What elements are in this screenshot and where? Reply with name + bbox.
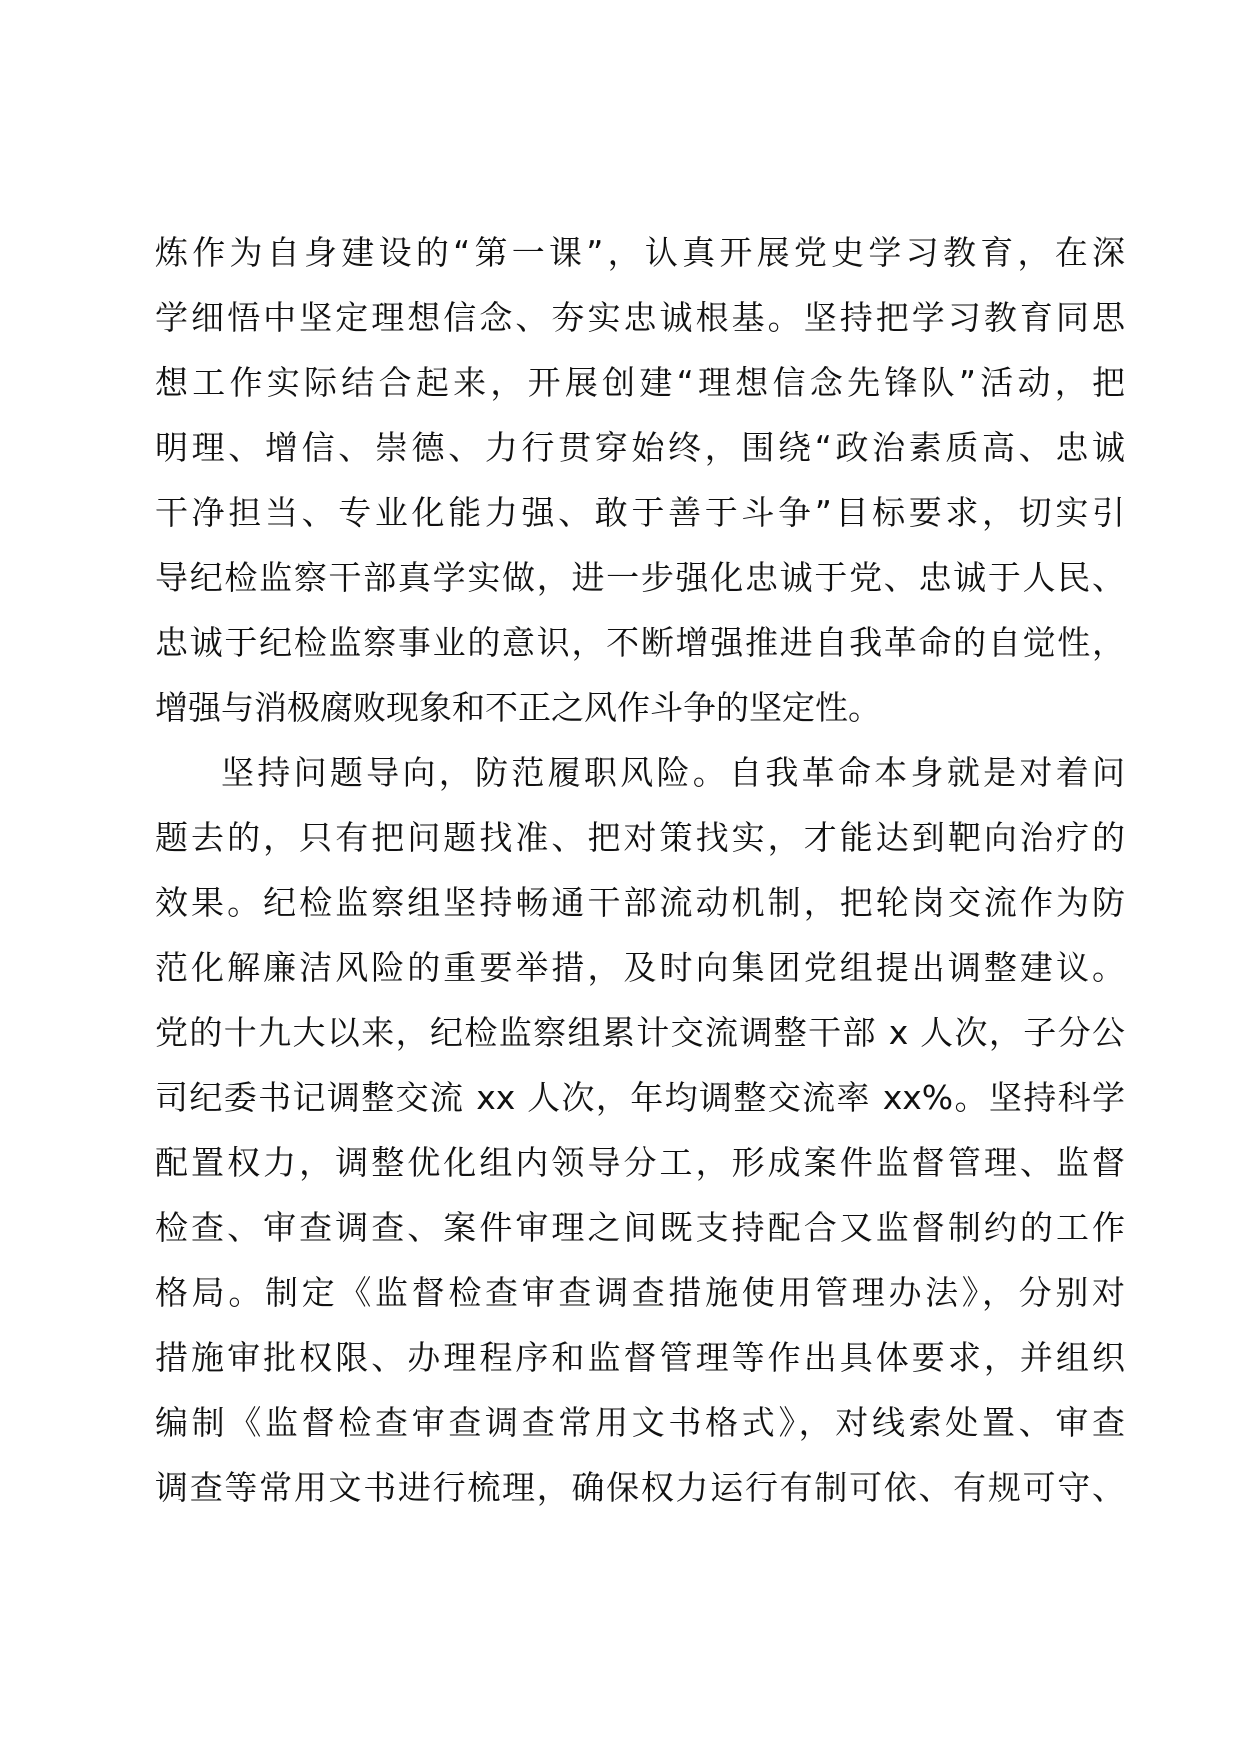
paragraph-line: 检查、审查调查、案件审理之间既支持配合又监督制约的工作 [155,1208,1125,1247]
document-body [155,220,1125,1520]
paragraph-line: 措施审批权限、办理程序和监督管理等作出具体要求，并组织 [155,1338,1125,1377]
paragraph-line: 干净担当、专业化能力强、敢于善于斗争”目标要求，切实引 [155,493,1125,532]
paragraph-line: 忠诚于纪检监察事业的意识，不断增强推进自我革命的自觉性， [155,623,1125,662]
paragraph-line: 导纪检监察干部真学实做，进一步强化忠诚于党、忠诚于人民、 [155,558,1125,597]
paragraph-line: 调查等常用文书进行梳理，确保权力运行有制可依、有规可守、 [155,1468,1125,1507]
paragraph-line: 范化解廉洁风险的重要举措，及时向集团党组提出调整建议。 [155,948,1125,987]
paragraph-line: 效果。纪检监察组坚持畅通干部流动机制，把轮岗交流作为防 [155,883,1125,922]
paragraph-line: 编制《监督检查审查调查常用文书格式》，对线索处置、审查 [155,1403,1125,1442]
paragraph-line: 炼作为自身建设的“第一课”，认真开展党史学习教育，在深 [155,233,1125,272]
paragraph-line: 配置权力，调整优化组内领导分工，形成案件监督管理、监督 [155,1143,1125,1182]
paragraph-line: 坚持问题导向，防范履职风险。自我革命本身就是对着问 [221,753,1125,792]
paragraph-1 [155,220,1125,740]
paragraph-line: 明理、增信、崇德、力行贯穿始终，围绕“政治素质高、忠诚 [155,428,1125,467]
paragraph-line: 党的十九大以来，纪检监察组累计交流调整干部 x 人次，子分公 [155,1013,1125,1052]
paragraph-line: 司纪委书记调整交流 xx 人次，年均调整交流率 xx%。坚持科学 [155,1078,1125,1117]
paragraph-2 [155,740,1125,1520]
paragraph-line: 学细悟中坚定理想信念、夯实忠诚根基。坚持把学习教育同思 [155,298,1125,337]
paragraph-line: 想工作实际结合起来，开展创建“理想信念先锋队”活动，把 [155,363,1125,402]
paragraph-line: 增强与消极腐败现象和不正之风作斗争的坚定性。 [155,688,881,727]
paragraph-line: 题去的，只有把问题找准、把对策找实，才能达到靶向治疗的 [155,818,1125,857]
paragraph-line: 格局。制定《监督检查审查调查措施使用管理办法》，分别对 [155,1273,1125,1312]
